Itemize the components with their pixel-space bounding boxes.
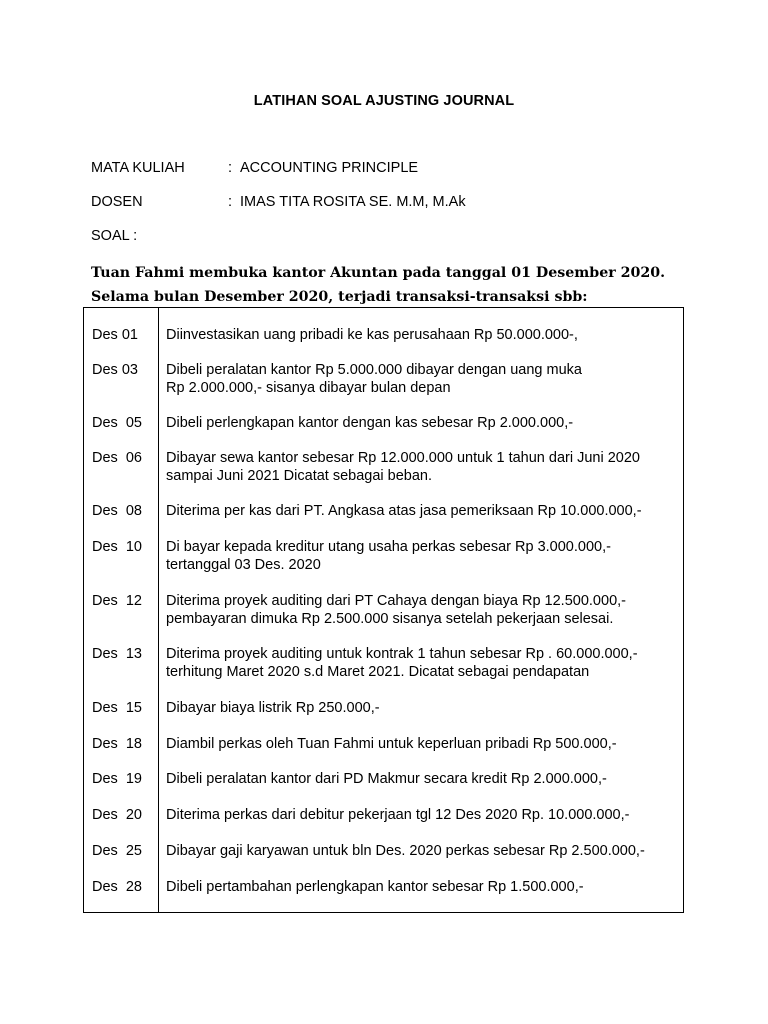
transaction-description — [166, 878, 681, 896]
intro-line: Tuan Fahmi membuka kantor Akuntan pada tanggal 01 Desember 2020. — [91, 265, 666, 281]
description-line: Dibeli peralatan kantor Rp 5.000.000 dibayar dengan uang muka — [166, 362, 582, 378]
transaction-date: Des 06 — [92, 450, 142, 466]
transaction-description — [166, 449, 681, 485]
description-line: Dibayar sewa kantor sebesar Rp 12.000.000 untuk 1 tahun dari Juni 2020 — [166, 450, 640, 466]
transaction-date: Des 03 — [92, 362, 138, 378]
description-line: Diterima per kas dari PT. Angkasa atas jasa pemeriksaan Rp 10.000.000,- — [166, 503, 642, 519]
description-line: Dibayar biaya listrik Rp 250.000,- — [166, 700, 380, 716]
description-line: Diterima proyek auditing untuk kontrak 1 tahun sebesar Rp . 60.000.000,- — [166, 646, 638, 662]
meta-value-lecturer: IMAS TITA ROSITA SE. M.M, M.Ak — [240, 194, 466, 210]
description-line: Diambil perkas oleh Tuan Fahmi untuk keperluan pribadi Rp 500.000,- — [166, 736, 617, 752]
transaction-date: Des 25 — [92, 843, 142, 859]
description-line: Di bayar kepada kreditur utang usaha perkas sebesar Rp 3.000.000,- — [166, 539, 611, 555]
transactions-table — [83, 307, 684, 913]
transaction-description — [166, 770, 681, 788]
meta-label-question: SOAL : — [91, 228, 138, 244]
transaction-description — [166, 592, 681, 628]
transaction-description — [166, 699, 681, 717]
transaction-date: Des 19 — [92, 771, 142, 787]
transaction-description — [166, 735, 681, 753]
transaction-date: Des 20 — [92, 807, 142, 823]
description-line: tertanggal 03 Des. 2020 — [166, 557, 321, 573]
description-line: pembayaran dimuka Rp 2.500.000 sisanya setelah pekerjaan selesai. — [166, 611, 614, 627]
intro-paragraph — [91, 261, 711, 309]
transaction-date: Des 12 — [92, 593, 142, 609]
transaction-date: Des 28 — [92, 879, 142, 895]
transaction-date: Des 01 — [92, 327, 138, 343]
description-line: Rp 2.000.000,- sisanya dibayar bulan depan — [166, 380, 451, 396]
transaction-description — [166, 326, 681, 344]
description-line: terhitung Maret 2020 s.d Maret 2021. Dicatat sebagai pendapatan — [166, 664, 590, 680]
meta-label-course: MATA KULIAH — [91, 160, 185, 176]
meta-value-course: ACCOUNTING PRINCIPLE — [240, 160, 419, 176]
description-line: Dibayar gaji karyawan untuk bln Des. 2020 perkas sebesar Rp 2.500.000,- — [166, 843, 645, 859]
meta-label-lecturer: DOSEN — [91, 194, 143, 210]
description-line: sampai Juni 2021 Dicatat sebagai beban. — [166, 468, 433, 484]
transaction-date: Des 13 — [92, 646, 142, 662]
transaction-date: Des 05 — [92, 415, 142, 431]
transaction-date: Des 15 — [92, 700, 142, 716]
transaction-date: Des 10 — [92, 539, 142, 555]
description-line: Diinvestasikan uang pribadi ke kas perusahaan Rp 50.000.000-, — [166, 327, 578, 343]
description-line: Dibeli peralatan kantor dari PD Makmur secara kredit Rp 2.000.000,- — [166, 771, 607, 787]
transaction-description — [166, 842, 681, 860]
description-line: Diterima proyek auditing dari PT Cahaya dengan biaya Rp 12.500.000,- — [166, 593, 626, 609]
document-title: LATIHAN SOAL AJUSTING JOURNAL — [253, 93, 515, 109]
transaction-description — [166, 806, 681, 824]
meta-separator: : — [228, 160, 233, 176]
column-divider — [158, 308, 159, 912]
transaction-description — [166, 502, 681, 520]
description-line: Dibeli perlengkapan kantor dengan kas sebesar Rp 2.000.000,- — [166, 415, 574, 431]
meta-row-course — [91, 160, 418, 176]
transaction-description — [166, 645, 681, 681]
transaction-date: Des 08 — [92, 503, 142, 519]
intro-line: Selama bulan Desember 2020, terjadi transaksi-transaksi sbb: — [91, 289, 588, 305]
transaction-date: Des 18 — [92, 736, 142, 752]
transaction-description — [166, 538, 681, 574]
transaction-description — [166, 414, 681, 432]
description-line: Dibeli pertambahan perlengkapan kantor sebesar Rp 1.500.000,- — [166, 879, 584, 895]
description-line: Diterima perkas dari debitur pekerjaan tgl 12 Des 2020 Rp. 10.000.000,- — [166, 807, 630, 823]
meta-separator: : — [228, 194, 233, 210]
meta-row-lecturer — [91, 194, 466, 210]
transaction-description — [166, 361, 681, 397]
meta-row-question — [91, 228, 137, 244]
